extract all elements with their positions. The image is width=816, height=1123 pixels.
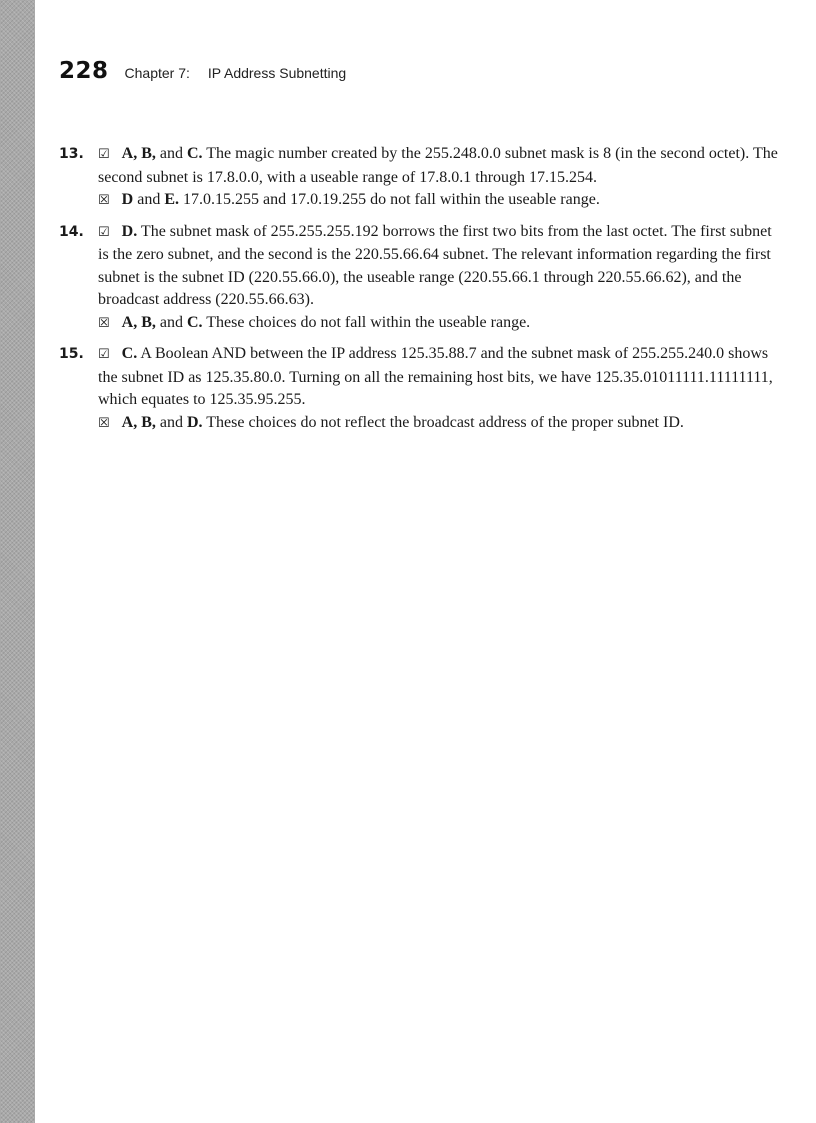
page-header <box>59 58 346 84</box>
chapter-label: Chapter 7: <box>124 65 190 81</box>
wrong-answer <box>98 412 779 436</box>
question-number: 14. <box>59 223 84 240</box>
question-number: 15. <box>59 346 84 362</box>
wrong-last-letter: D. <box>187 413 203 431</box>
wrong-and: and <box>155 313 187 331</box>
wrong-explanation: These choices do not fall within the useable range. <box>202 313 531 331</box>
page-number: 228 <box>59 58 109 84</box>
wrong-last-letter: E. <box>164 191 179 208</box>
answer-list <box>59 143 779 443</box>
checkmark-box-icon: ☑ <box>98 224 110 240</box>
cross-box-icon: ☒ <box>98 315 110 331</box>
page-margin-strip <box>0 0 35 1123</box>
wrong-and: and <box>155 413 187 431</box>
correct-letter: D. <box>121 222 138 240</box>
correct-and: and <box>155 145 187 162</box>
correct-letters: A, B, <box>121 145 156 162</box>
correct-answer <box>98 343 779 412</box>
answer-item-14 <box>59 221 779 336</box>
checkmark-box-icon: ☑ <box>98 347 110 362</box>
correct-answer <box>98 221 779 312</box>
wrong-explanation: 17.0.15.255 and 17.0.19.255 do not fall within the useable range. <box>179 191 600 208</box>
correct-explanation: The magic number created by the 255.248.0.0 subnet mask is 8 (in the second octet). The second subnet is 17.8.0.0, with a useable range of 17.8.0.1 through 17.15.254. <box>98 145 778 186</box>
cross-box-icon: ☒ <box>98 193 110 208</box>
correct-answer <box>98 143 779 189</box>
correct-last-letter: C. <box>187 145 203 162</box>
wrong-answer <box>98 312 779 336</box>
wrong-and: and <box>133 191 165 208</box>
wrong-letters: A, B, <box>121 413 156 431</box>
checkmark-box-icon: ☑ <box>98 147 110 162</box>
question-number: 13. <box>59 146 84 162</box>
wrong-explanation: These choices do not reflect the broadcast address of the proper subnet ID. <box>202 413 684 431</box>
correct-explanation: The subnet mask of 255.255.255.192 borrows the first two bits from the last octet. The first subnet is the zero subnet, and the second is the 220.55.66.64 subnet. The relevant information regarding the first subnet is the subnet ID (220.55.66.0), the useable range (220.55.66.1 through 220.55.66.62), and the broadcast address (220.55.66.63). <box>98 222 772 308</box>
cross-box-icon: ☒ <box>98 415 110 431</box>
chapter-title: IP Address Subnetting <box>207 65 347 81</box>
answer-item-15 <box>59 343 779 435</box>
answer-item-13 <box>59 143 779 213</box>
correct-letter: C. <box>121 345 138 362</box>
correct-explanation: A Boolean AND between the IP address 125.35.88.7 and the subnet mask of 255.255.240.0 shows the subnet ID as 125.35.80.0. Turning on all the remaining host bits, we have 125.35.01011111.11111111, which equates to 125.35.95.255. <box>98 345 773 408</box>
wrong-first-letter: D <box>121 191 134 208</box>
wrong-answer <box>98 189 779 213</box>
wrong-letters: A, B, <box>121 313 156 331</box>
wrong-last-letter: C. <box>187 313 203 331</box>
